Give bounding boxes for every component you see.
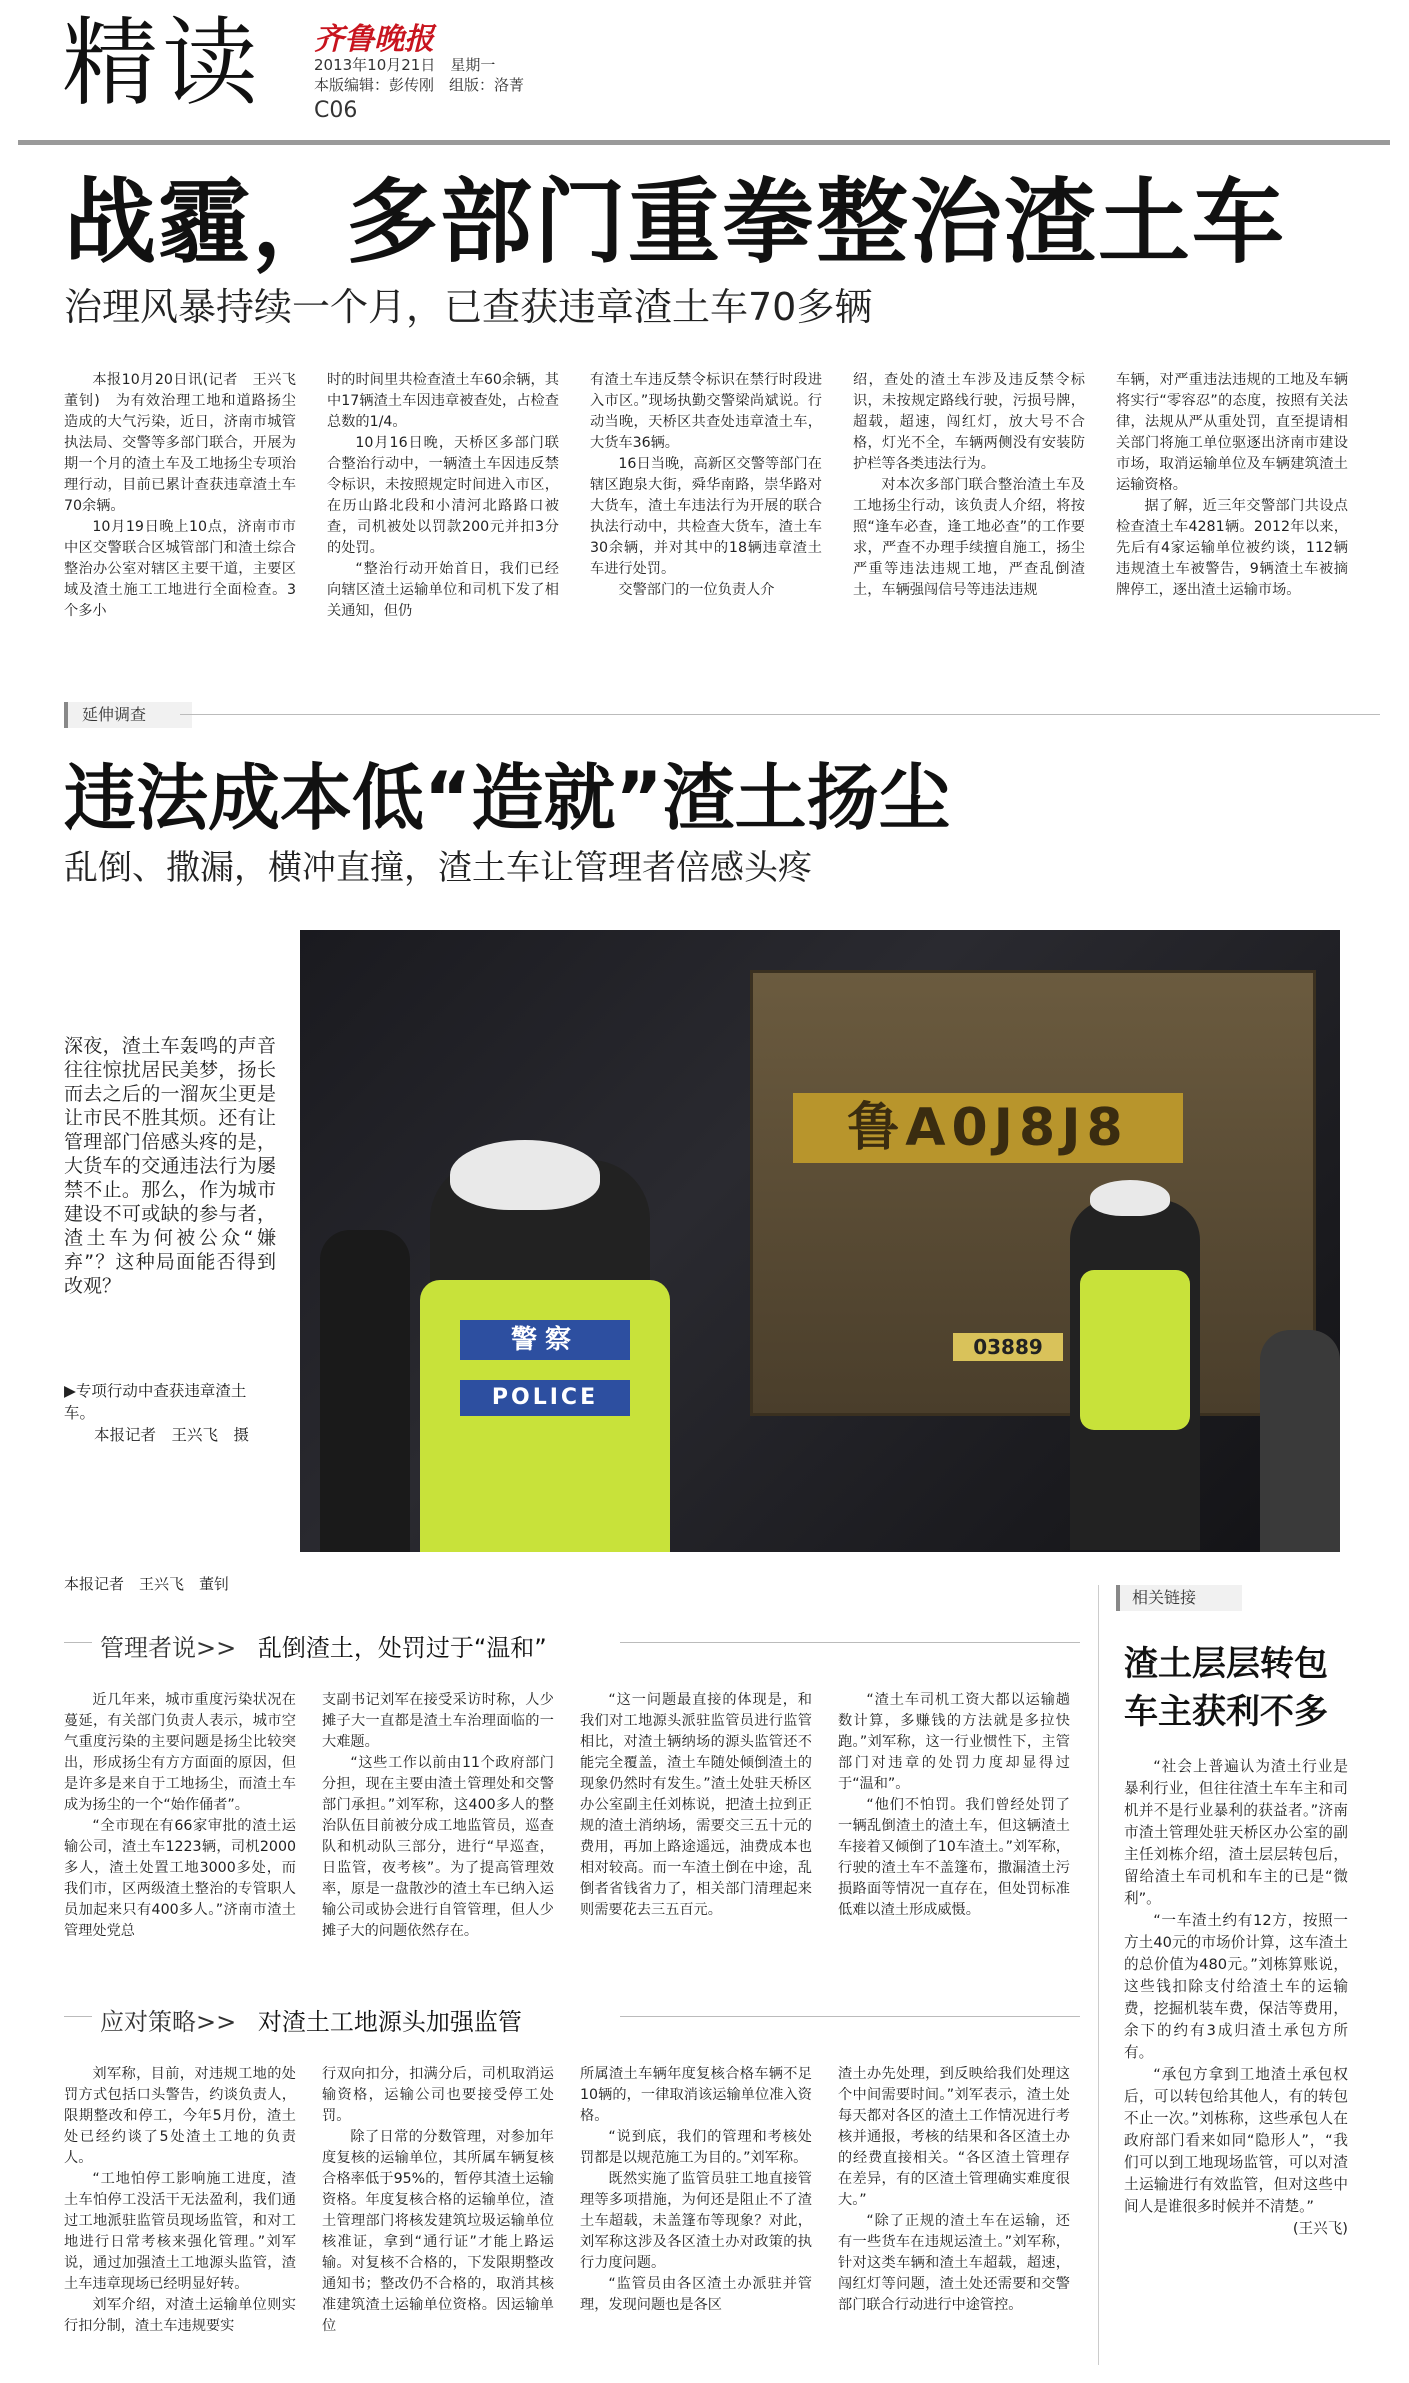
- paragraph: 时的时间里共检查渣土车60余辆，其中17辆渣土车因违章被查处，占检查总数的1/4。: [327, 372, 559, 430]
- tag-rule: [180, 714, 1380, 715]
- paragraph: “监管员由各区渣土办派驻并管理，发现问题也是各区: [580, 2276, 812, 2313]
- paragraph: “这一问题最直接的体现是，和我们对工地源头派驻监管员进行监管相比，对渣土辆纳场的源头监管还不能完全覆盖，渣土车随处倾倒渣土的现象仍然时有发生。”渣土处驻天桥区办公室副主任刘栋说，把渣土拉到正规的渣土消纳场，需要交三五十元的费用，再加上路途遥远，油费成本也相对较高。而一车渣土倒在中途，乱倒者省钱省力了，相关部门清理起来则需要花去三五百元。: [580, 1692, 812, 1918]
- caption-text: ▶专项行动中查获违章渣土车。: [64, 1382, 247, 1422]
- vest-label-en: POLICE: [460, 1380, 630, 1416]
- officer-center-cap: [450, 1140, 600, 1210]
- section2-rule-right: [620, 2016, 1080, 2017]
- paragraph: 交警部门的一位负责人介: [618, 582, 775, 598]
- paragraph: 对本次多部门联合整治渣土车及工地扬尘行动，该负责人介绍，将按照“逢车必查，逢工地必查”的工作要求，严查不办理手续擅自施工，扬尘严重等违法违规工地，严查乱倒渣土，车辆强闯信号等违法违规: [853, 477, 1085, 598]
- sec2-column-1: [64, 2064, 296, 2364]
- paragraph: “他们不怕罚。我们曾经处罚了一辆乱倒渣土的渣土车，但这辆渣土车接着又倾倒了10车渣土。”刘军称，行驶的渣土车不盖篷布，撒漏渣土污损路面等情况一直存在，但处罚标准低难以渣土形成威慑。: [838, 1797, 1070, 1918]
- sec1-column-4: [838, 1690, 1070, 1960]
- bystander-left: [320, 1230, 410, 1552]
- sidebar-author: (王兴飞): [1292, 2220, 1348, 2237]
- paragraph: 16日当晚，高新区交警等部门在辖区跑泉大街，舜华南路，崇华路对大货车，渣土车违法行为开展的联合执法行动中，共检查大货车，渣土车30余辆，并对其中的18辆违章渣土车进行处罚。: [590, 456, 822, 577]
- photo-credit: 本报记者 王兴飞 摄: [94, 1426, 250, 1444]
- bystander-right: [1260, 1330, 1340, 1552]
- paragraph: “一车渣土约有12方，按照一方土40元的市场价计算，这车渣土的总价值为480元。”刘栋算账说，这些钱扣除支付给渣土车的运输费，挖掘机装车费，保洁等费用，余下的约有3成归渣土承包方所有。: [1124, 1912, 1348, 2061]
- news-photo: [300, 930, 1340, 1552]
- paragraph: “工地怕停工影响施工进度，渣土车怕停工没活干无法盈利，我们通过工地派驻监管员现场监管，和对工地进行日常考核来强化管理。”刘军说，通过加强渣土工地源头监管，渣土车违章现场已经明显好转。: [64, 2171, 296, 2292]
- sidebar-tag: 相关链接: [1116, 1585, 1242, 1611]
- sidebar-divider: [1098, 1585, 1099, 2365]
- section2-rule-left: [64, 2016, 92, 2017]
- paragraph: “社会上普遍认为渣土行业是暴利行业，但往往渣土车车主和司机并不是行业暴利的获益者。”济南市渣土管理处驻天桥区办公室的副主任刘栋介绍，渣土层层转包后，留给渣土车司机和车主的已是“微利”。: [1124, 1758, 1348, 1907]
- story2-byline: 本报记者 王兴飞 董钊: [64, 1575, 230, 1593]
- vest-label-cn: 警察: [460, 1320, 630, 1360]
- paragraph: 车辆，对严重违法违规的工地及车辆将实行“零容忍”的态度，按照有关法律，法规从严从重处罚，直至提请相关部门将施工单位驱逐出济南市建设市场，取消运输单位及车辆建筑渣土运输资格。: [1116, 372, 1348, 493]
- section-tag: 延伸调查: [64, 702, 192, 728]
- sidebar-headline-line2: 车主获利不多: [1124, 1692, 1328, 1732]
- paragraph: 所属渣土车辆年度复核合格车辆不足10辆的，一律取消该运输单位准入资格。: [580, 2066, 812, 2124]
- story1-column-1: [64, 370, 311, 654]
- truck-rear: [750, 970, 1316, 1416]
- paragraph: “整治行动开始首日，我们已经向辖区渣土运输单位和司机下发了相关通知，但仍: [327, 561, 559, 619]
- section2-title: 对渣土工地源头加强监管: [257, 2008, 522, 2036]
- top-rule: [18, 140, 1390, 145]
- section2-heading: [100, 2002, 522, 2037]
- paragraph: 除了日常的分数管理，对参加年度复核的运输单位，其所属车辆复核合格率低于95%的，暂停其渣土运输资格。年度复核合格的运输单位，渣土管理部门将核发建筑垃圾运输单位核准证，拿到“通行证”才能上路运输。对复核不合格的，下发限期整改通知书；整改仍不合格的，取消其核准建筑渣土运输单位资格。因运输单位: [322, 2129, 554, 2334]
- paragraph: “除了正规的渣土车在运输，还有一些货车在违规运渣土。”刘军称，针对这类车辆和渣土车超载，超速，闯红灯等问题，渣土处还需要和交警部门联合行动进行中途管控。: [838, 2213, 1070, 2313]
- story1-column-3: [590, 370, 822, 654]
- issue-date: 2013年10月21日 星期一: [314, 56, 496, 74]
- paragraph: 绍，查处的渣土车涉及违反禁令标识，未按规定路线行驶，污损号牌，超载，超速，闯红灯，放大号不合格，灯光不全，车辆两侧没有安装防护栏等各类违法行为。: [853, 372, 1085, 472]
- sec2-column-2: [322, 2064, 554, 2364]
- paragraph: “这些工作以前由11个政府部门分担，现在主要由渣土管理处和交警部门承担。”刘军称，这400多人的整治队伍目前被分成工地监管员，巡查队和机动队三部分，进行“早巡查，日监管，夜考核”。为了提高管理效率，原是一盘散沙的渣土车已纳入运输公司或协会进行自管管理，但人少摊子大的问题依然存在。: [322, 1755, 554, 1939]
- story2-subhead: 乱倒、撒漏，横冲直撞，渣土车让管理者倍感头疼: [64, 848, 812, 888]
- truck-plate-rear: 03889: [953, 1333, 1063, 1361]
- story1-column-2: [327, 370, 559, 654]
- story1-column-5: [1116, 370, 1348, 654]
- sidebar-headline: [1124, 1640, 1364, 1736]
- sidebar-headline-line1: 渣土层层转包: [1124, 1644, 1328, 1684]
- page-number: C06: [314, 98, 358, 123]
- officer-right-vest: [1080, 1270, 1190, 1430]
- sec1-column-1: [64, 1690, 296, 1960]
- paragraph: 渣土办先处理，到反映给我们处理这个中间需要时间。”刘军表示，渣土处每天都对各区的渣土工作情况进行考核并通报，考核的结果和各区渣土办的经费直接相关。“各区渣土管理存在差异，有的区渣土管理确实难度很大。”: [838, 2066, 1070, 2208]
- paragraph: 据了解，近三年交警部门共设点检查渣土车4281辆。2012年以来，先后有4家运输单位被约谈，112辆违规渣土车被警告，9辆渣土车被摘牌停工，逐出渣土运输市场。: [1116, 498, 1348, 598]
- paragraph: “说到底，我们的管理和考核处罚都是以规范施工为目的。”刘军称。: [580, 2129, 812, 2166]
- officer-right-cap: [1090, 1180, 1170, 1216]
- paragraph: “渣土车司机工资大都以运输趟数计算，多赚钱的方法就是多拉快跑。”刘军称，这一行业惯性下，主管部门对违章的处罚力度却显得过于“温和”。: [838, 1692, 1070, 1792]
- paragraph: 有渣土车违反禁令标识在禁行时段进入市区。”现场执勤交警梁尚斌说。行动当晚，天桥区共查处违章渣土车，大货车36辆。: [590, 372, 822, 451]
- section2-label: 应对策略>>: [100, 2008, 237, 2036]
- sec1-column-2: [322, 1690, 554, 1960]
- section1-rule-left: [64, 1642, 92, 1643]
- section-title: 精读: [62, 7, 262, 119]
- section1-heading: [100, 1628, 547, 1663]
- sec2-column-4: [838, 2064, 1070, 2364]
- sidebar-body: [1124, 1756, 1348, 2346]
- section1-title: 乱倒渣土，处罚过于“温和”: [257, 1634, 547, 1662]
- paragraph: 既然实施了监管员驻工地直接管理等多项措施，为何还是阻止不了渣土车超载，未盖篷布等现象？对此，刘军称这涉及各区渣土办对政策的执行力度问题。: [580, 2171, 812, 2271]
- paragraph: 刘军介绍，对渣土运输单位则实行扣分制，渣土车违规要实: [64, 2297, 296, 2334]
- main-subhead: 治理风暴持续一个月，已查获违章渣土车70多辆: [64, 285, 873, 329]
- paragraph: 行双向扣分，扣满分后，司机取消运输资格，运输公司也要接受停工处罚。: [322, 2066, 554, 2124]
- section1-label: 管理者说>>: [100, 1634, 237, 1662]
- story1-column-4: [853, 370, 1085, 654]
- story2-headline: 违法成本低“造就”渣土扬尘: [64, 756, 951, 840]
- paragraph: “全市现在有66家审批的渣土运输公司，渣土车1223辆，司机2000多人，渣土处置工地3000多处，而我们市，区两级渣土整治的专管职人员加起来只有400多人。”济南市渣土管理处党总: [64, 1818, 296, 1939]
- paragraph: 10月16日晚，天桥区多部门联合整治行动中，一辆渣土车因违反禁令标识，未按照规定时间进入市区，在历山路北段和小清河北路路口被查，司机被处以罚款200元并扣3分的处罚。: [327, 435, 559, 556]
- sec2-column-3: [580, 2064, 812, 2364]
- paragraph: 支副书记刘军在接受采访时称，人少摊子大一直都是渣土车治理面临的一大难题。: [322, 1692, 554, 1750]
- editor-credits: 本版编辑：彭传刚 组版：洛菁: [314, 76, 525, 94]
- main-headline: 战霾，多部门重拳整治渣土车: [64, 169, 1287, 276]
- paragraph: 10月19日晚上10点，济南市市中区交警联合区城管部门和渣土综合整治办公室对辖区主要干道，主要区域及渣土施工工地进行全面检查。3个多小: [64, 519, 296, 619]
- paragraph: “承包方拿到工地渣土承包权后，可以转包给其他人，有的转包不止一次。”刘栋称，这些承包人在政府部门看来如同“隐形人”，“我们可以到工地现场监管，可以对渣土运输进行有效监管，但对这些中间人是谁很多时候并不清楚。”: [1124, 2066, 1348, 2215]
- officer-center-vest: [420, 1280, 670, 1552]
- paragraph: 刘军称，目前，对违规工地的处罚方式包括口头警告，约谈负责人，限期整改和停工，今年5月份，渣土处已经约谈了5处渣土工地的负责人。: [64, 2066, 296, 2166]
- sec1-column-3: [580, 1690, 812, 1960]
- newspaper-logo: 齐鲁晚报: [314, 22, 434, 57]
- section1-rule-right: [620, 1642, 1080, 1643]
- truck-plate-large: 鲁A0J8J8: [793, 1093, 1183, 1163]
- paragraph: 近几年来，城市重度污染状况在蔓延，有关部门负责人表示，城市空气重度污染的主要问题是扬尘比较突出，形成扬尘有方方面面的原因，但是许多是来自于工地扬尘，而渣土车成为扬尘的一个“始作俑者”。: [64, 1692, 296, 1813]
- story2-lead: 深夜，渣土车轰鸣的声音往往惊扰居民美梦，扬长而去之后的一溜灰尘更是让市民不胜其烦。还有让管理部门倍感头疼的是，大货车的交通违法行为屡禁不止。那么，作为城市建设不可或缺的参与者，渣土车为何被公众“嫌弃”？这种局面能否得到改观？: [64, 1035, 276, 1297]
- photo-caption: [64, 1380, 276, 1446]
- paragraph: 本报10月20日讯(记者 王兴飞 董钊) 为有效治理工地和道路扬尘造成的大气污染，近日，济南市城管执法局、交警等多部门联合，开展为期一个月的渣土车及工地扬尘专项治理行动，目前已累计查获违章渣土车70余辆。: [64, 372, 311, 514]
